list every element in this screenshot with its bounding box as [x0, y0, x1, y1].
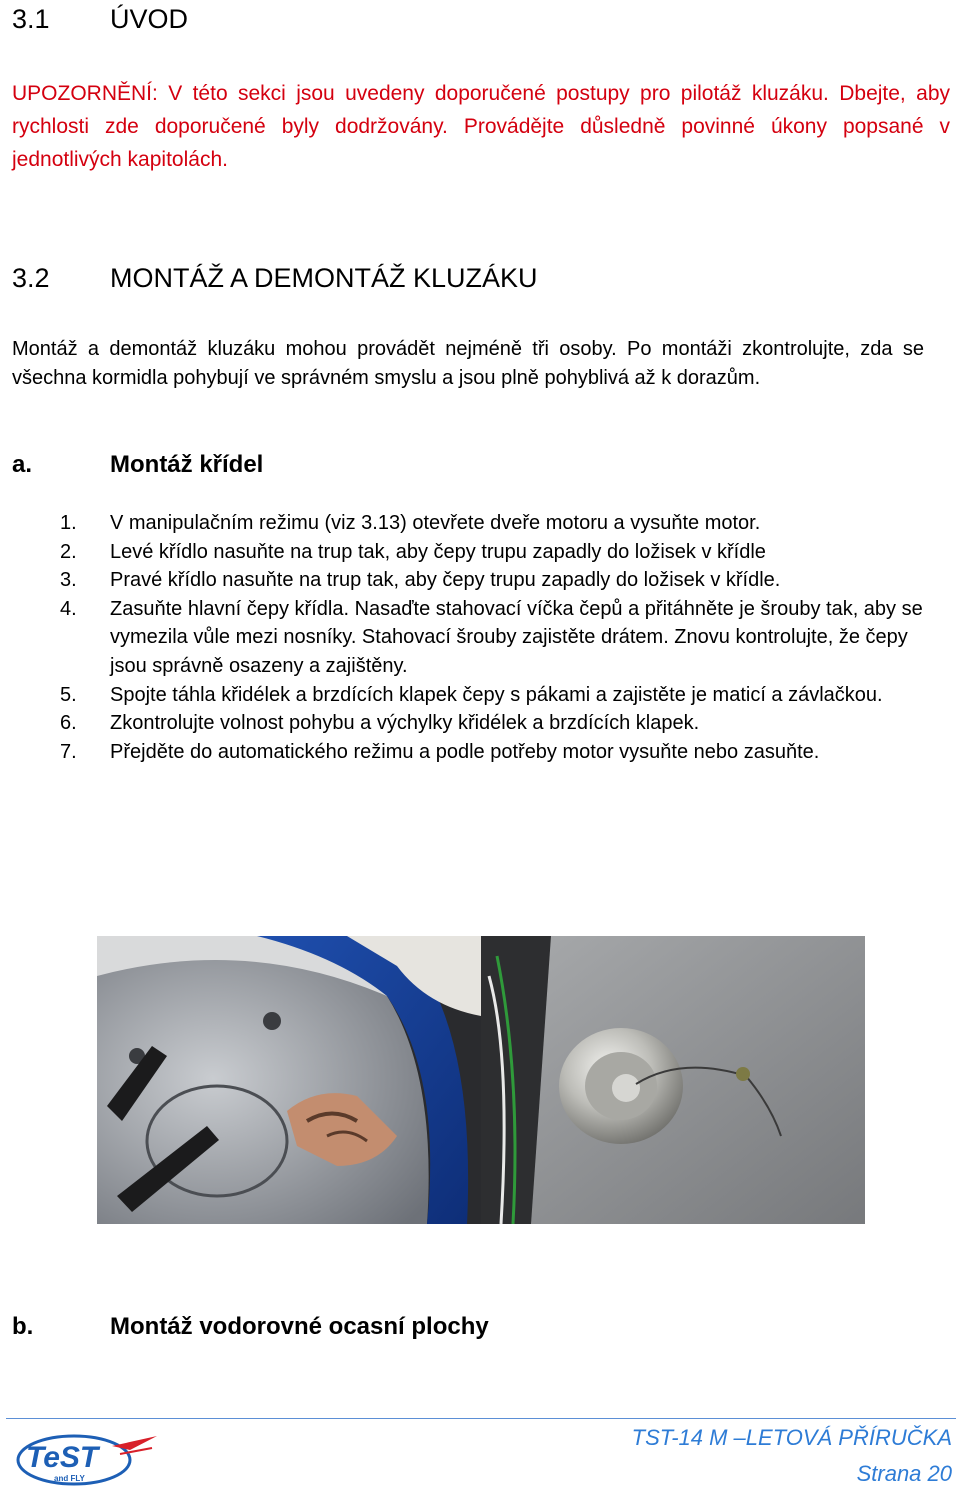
section-number: 3.1	[12, 4, 50, 34]
manual-title: TST-14 M –LETOVÁ PŘÍRUČKA	[631, 1425, 952, 1450]
wing-assembly-steps	[12, 509, 942, 766]
subsection-letter: a.	[12, 451, 33, 478]
subsection-title: Montáž vodorovné ocasní plochy	[110, 1313, 489, 1340]
company-logo	[12, 1428, 162, 1490]
step-text: Levé křídlo nasuňte na trup tak, aby čepy trupu zapadly do ložisek v křídle	[110, 540, 766, 563]
step-text: Zasuňte hlavní čepy křídla. Nasaďte stahovací víčka čepů a přitáhněte je šrouby tak, aby se vymezila vůle mezi nosníky. Stahovací šrouby zajistěte drátem. Znovu kontrolujte, že čepy jsou správně osazeny a zajištěny.	[110, 597, 923, 677]
step-number: 1.	[60, 512, 77, 534]
list-item	[12, 709, 942, 738]
step-number: 6.	[60, 712, 77, 735]
section-title: MONTÁŽ A DEMONTÁŽ KLUZÁKU	[110, 263, 538, 293]
step-text: Zkontrolujte volnost pohybu a výchylky křidélek a brzdících klapek.	[110, 712, 700, 735]
subsection-title: Montáž křídel	[110, 451, 264, 478]
warning-text: V této sekci jsou uvedeny doporučené postupy pro pilotáž kluzáku. Dbejte, aby rychlosti zde doporučené byly dodržovány. Provádějte důsledně povinné úkony popsané v jednotlivých kapitolách.	[12, 82, 950, 171]
subsection-letter: b.	[12, 1313, 34, 1340]
list-item	[12, 538, 942, 567]
footer-divider	[6, 1418, 956, 1419]
logo-text: TeST	[26, 1441, 99, 1474]
page-number: Strana 20	[856, 1461, 952, 1486]
step-number: 4.	[60, 597, 77, 620]
step-text: Spojte táhla křidélek a brzdících klapek čepy s pákami a zajistěte je maticí a závlačkou.	[110, 683, 883, 706]
warning-label: UPOZORNĚNÍ:	[12, 82, 158, 105]
list-item	[12, 566, 942, 595]
section-title: ÚVOD	[110, 4, 189, 34]
photo-wing-pin-cap	[481, 936, 865, 1224]
step-number: 2.	[60, 540, 77, 563]
list-item	[12, 509, 942, 538]
warning-paragraph	[12, 77, 950, 176]
list-item	[12, 595, 942, 681]
step-number: 7.	[60, 740, 77, 763]
list-item	[12, 738, 942, 767]
section-heading-3-1	[12, 4, 912, 40]
photo-wing-pin-insertion	[97, 936, 481, 1224]
logo-subtext: and FLY	[54, 1474, 85, 1483]
subsection-heading-a	[12, 451, 912, 483]
list-item	[12, 681, 942, 710]
step-number: 5.	[60, 683, 77, 706]
subsection-heading-b	[12, 1313, 912, 1345]
step-text: V manipulačním režimu (viz 3.13) otevřete dveře motoru a vysuňte motor.	[110, 512, 761, 534]
step-number: 3.	[60, 569, 77, 592]
step-text: Přejděte do automatického režimu a podle potřeby motor vysuňte nebo zasuňte.	[110, 740, 820, 763]
section-number: 3.2	[12, 263, 50, 293]
section-heading-3-2	[12, 263, 912, 299]
step-text: Pravé křídlo nasuňte na trup tak, aby čepy trupu zapadly do ložisek v křídle.	[110, 569, 781, 592]
assembly-intro-paragraph: Montáž a demontáž kluzáku mohou provádět nejméně tři osoby. Po montáži zkontrolujte, zda se všechna kormidla pohybují ve správném smyslu a jsou plně pohyblivá až k dorazům.	[12, 338, 924, 389]
